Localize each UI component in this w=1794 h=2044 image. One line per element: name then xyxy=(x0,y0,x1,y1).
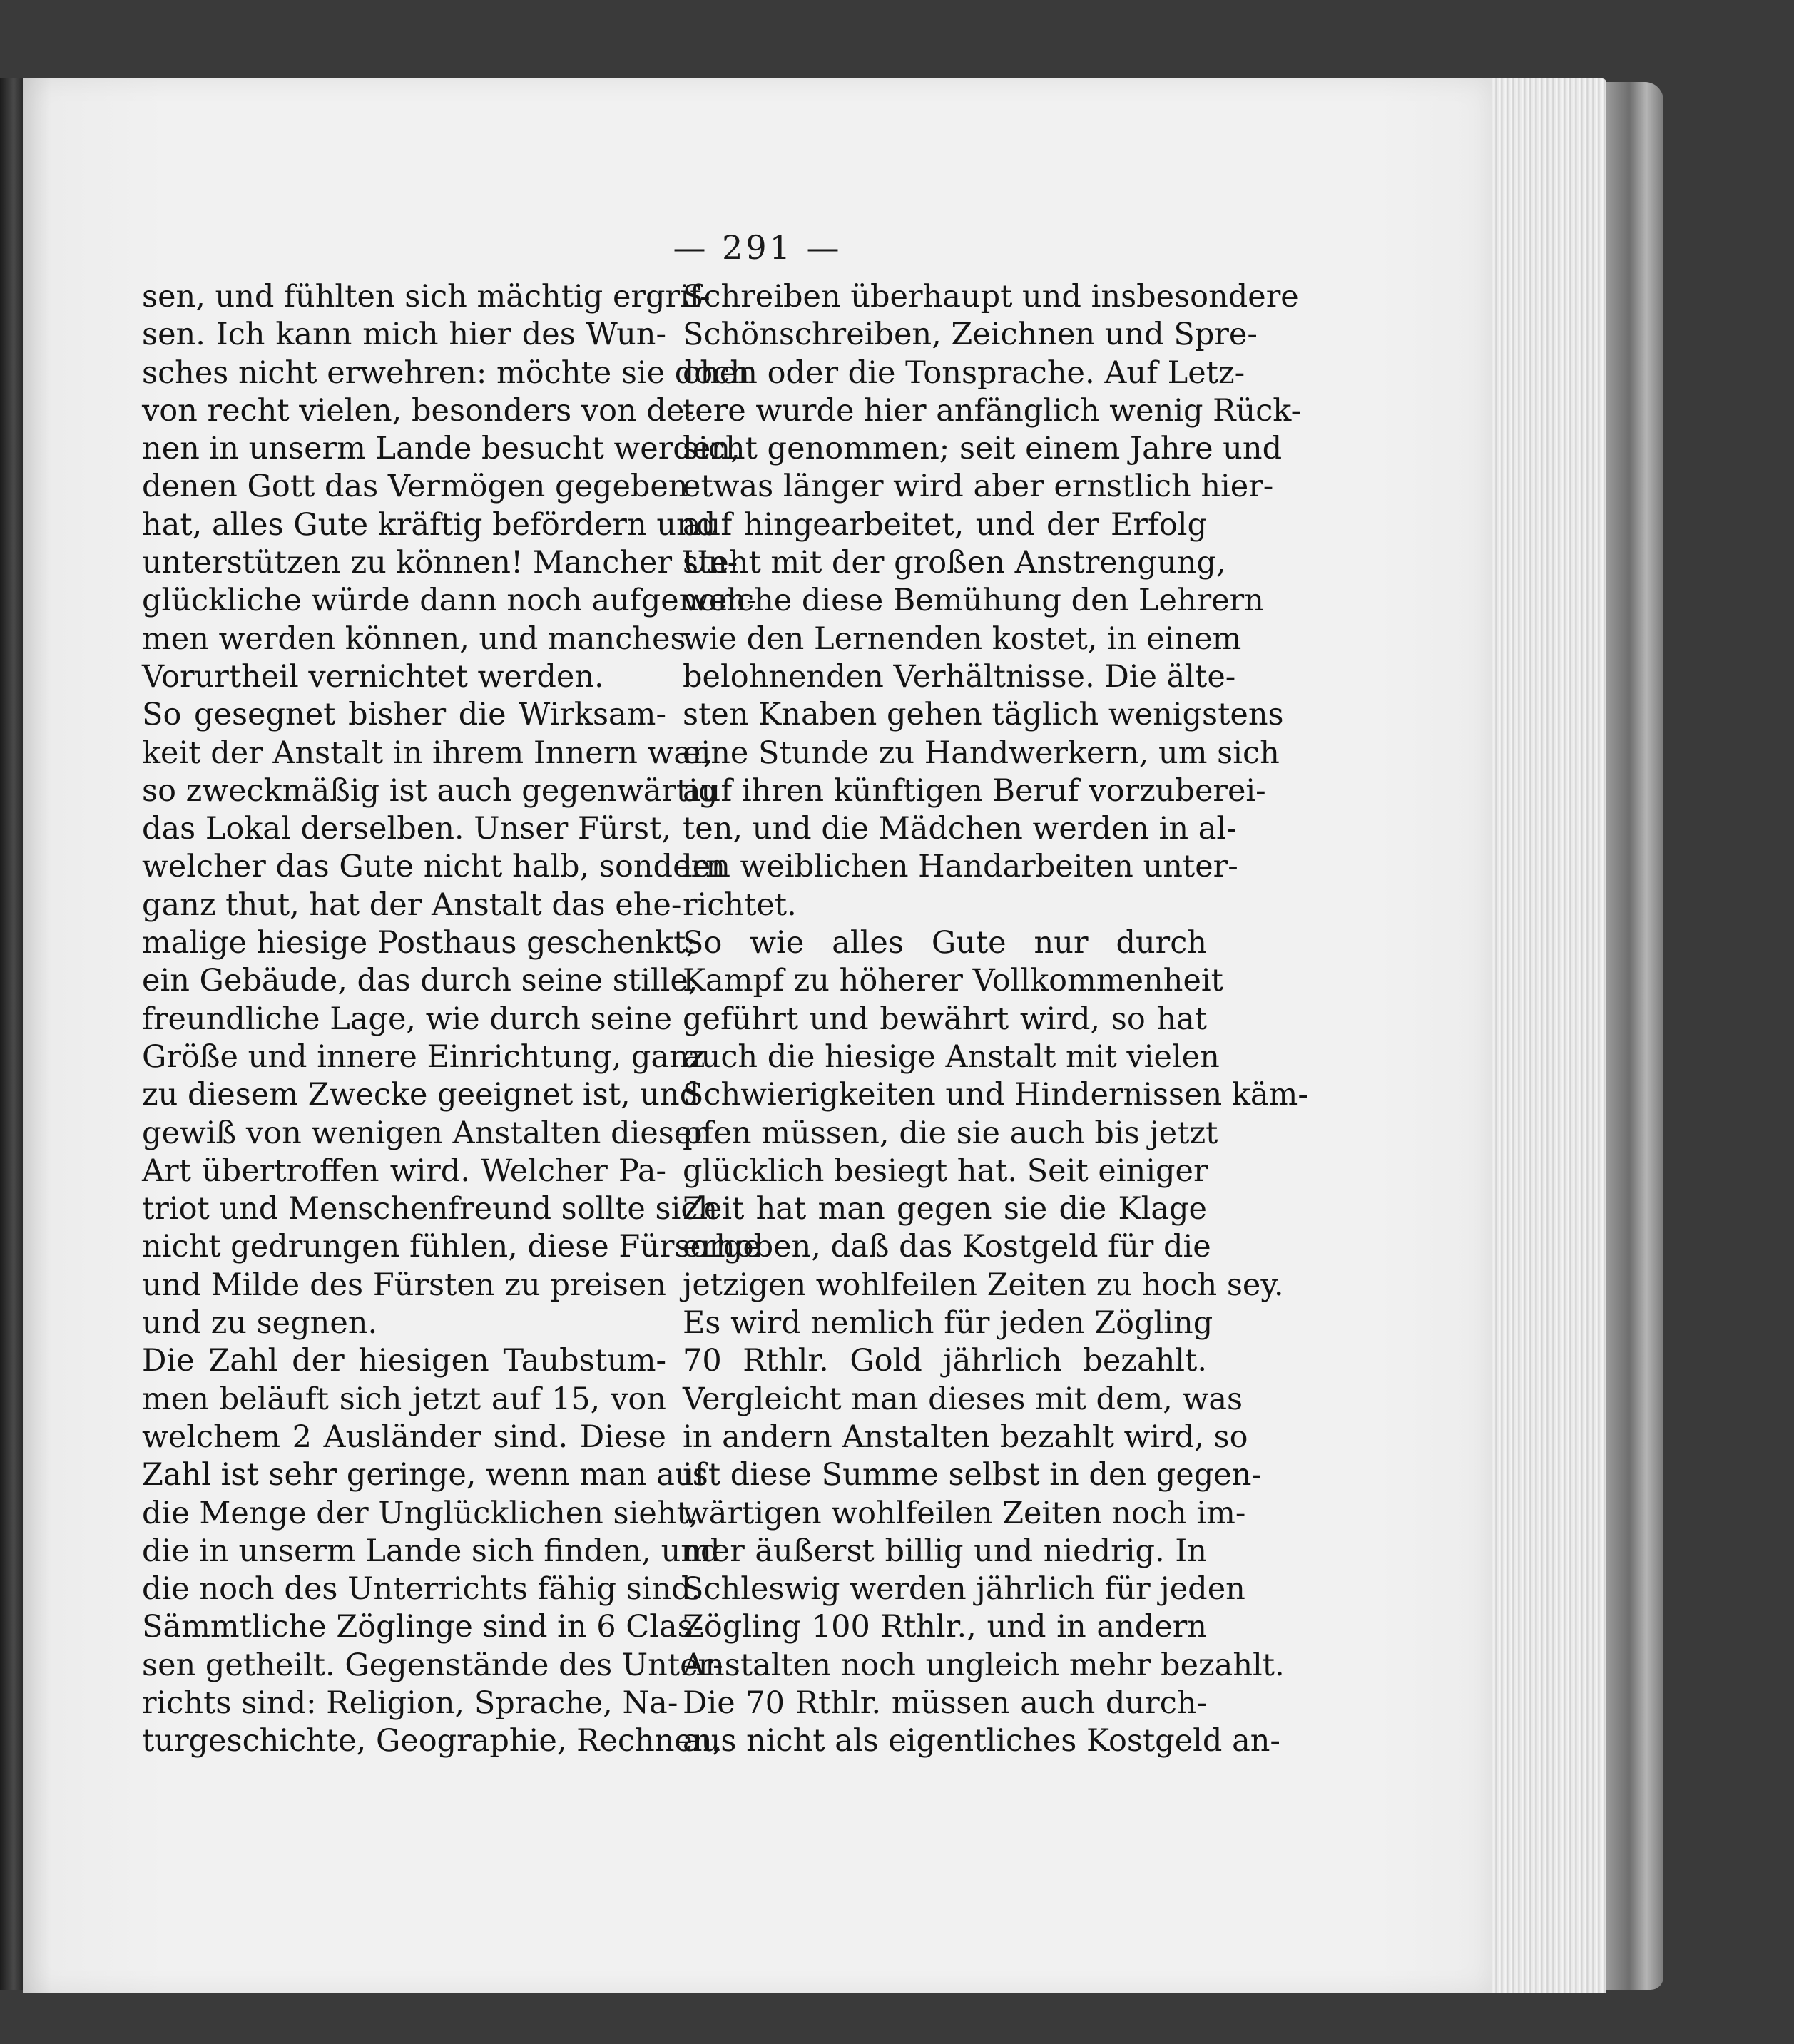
facing-page-edge xyxy=(0,78,23,1990)
text-line: malige hiesige Posthaus geschenkt; xyxy=(142,925,696,961)
text-line: welcher das Gute nicht halb, sondern xyxy=(142,849,725,885)
text-line: Sämmtliche Zöglinge sind in 6 Clas- xyxy=(142,1609,704,1645)
text-line: Die Zahl der hiesigen Taubstum- xyxy=(142,1343,666,1379)
text-line: welchem 2 Ausländer sind. Diese xyxy=(142,1419,666,1455)
text-line: glücklich besiegt hat. Seit einiger xyxy=(683,1153,1208,1189)
book-cover-edge xyxy=(1606,82,1663,1990)
text-line: 70 Rthlr. Gold jährlich bezahlt. xyxy=(683,1343,1207,1379)
text-line: steht mit der großen Anstrengung, xyxy=(683,545,1226,581)
text-line: turgeschichte, Geographie, Rechnen, xyxy=(142,1723,723,1759)
text-line: len weiblichen Handarbeiten unter- xyxy=(683,849,1238,885)
text-line: so zweckmäßig ist auch gegenwärtig xyxy=(142,772,718,809)
text-line: die Menge der Unglücklichen sieht, xyxy=(142,1495,699,1531)
text-line: chen oder die Tonsprache. Auf Letz- xyxy=(683,354,1245,391)
text-line: Größe und innere Einrichtung, ganz xyxy=(142,1038,705,1075)
text-line: auch die hiesige Anstalt mit vielen xyxy=(683,1038,1220,1075)
text-line: men beläuft sich jetzt auf 15, von xyxy=(142,1381,666,1417)
text-line: wie den Lernenden kostet, in einem xyxy=(683,620,1242,657)
text-line: freundliche Lage, wie durch seine xyxy=(142,1001,673,1037)
text-line: Kampf zu höherer Vollkommenheit xyxy=(683,963,1223,999)
text-line: und Milde des Fürsten zu preisen xyxy=(142,1267,666,1303)
text-line: wärtigen wohlfeilen Zeiten noch im- xyxy=(683,1495,1246,1531)
text-line: pfen müssen, die sie auch bis jetzt xyxy=(683,1115,1218,1151)
text-line: geführt und bewährt wird, so hat xyxy=(683,1001,1207,1037)
text-line: men werden können, und manches xyxy=(142,620,686,657)
text-line: Schönschreiben, Zeichnen und Spre- xyxy=(683,317,1258,353)
text-line: auf ihren künftigen Beruf vorzuberei- xyxy=(683,772,1266,809)
text-line: Die 70 Rthlr. müssen auch durch- xyxy=(683,1685,1207,1721)
text-line: keit der Anstalt in ihrem Innern war, xyxy=(142,735,713,771)
text-line: Anstalten noch ungleich mehr bezahlt. xyxy=(683,1647,1285,1683)
text-line: gewiß von wenigen Anstalten dieser xyxy=(142,1115,707,1151)
book-page xyxy=(23,78,1492,1993)
text-line: in andern Anstalten bezahlt wird, so xyxy=(683,1419,1248,1455)
right-text-column xyxy=(683,278,1308,1761)
text-line: jetzigen wohlfeilen Zeiten zu hoch sey. xyxy=(683,1267,1284,1303)
text-line: Zahl ist sehr geringe, wenn man auf xyxy=(142,1457,706,1493)
text-line: tere wurde hier anfänglich wenig Rück- xyxy=(683,392,1302,429)
text-line: welche diese Bemühung den Lehrern xyxy=(683,583,1264,619)
text-line: Es wird nemlich für jeden Zögling xyxy=(683,1305,1213,1342)
text-line: denen Gott das Vermögen gegeben xyxy=(142,469,688,505)
text-line: Schwierigkeiten und Hindernissen käm- xyxy=(683,1077,1308,1113)
text-line: etwas länger wird aber ernstlich hier- xyxy=(683,469,1274,505)
text-line: erhoben, daß das Kostgeld für die xyxy=(683,1229,1211,1265)
text-line: Zeit hat man gegen sie die Klage xyxy=(683,1191,1207,1227)
text-line: richtet. xyxy=(683,886,797,923)
text-line: nicht gedrungen fühlen, diese Fürsorge xyxy=(142,1229,761,1265)
text-line: die noch des Unterrichts fähig sind. xyxy=(142,1571,701,1608)
text-line: sen, und fühlten sich mächtig ergrif- xyxy=(142,279,710,315)
text-line: sches nicht erwehren: möchte sie doch xyxy=(142,354,750,391)
text-line: belohnenden Verhältnisse. Die älte- xyxy=(683,658,1236,695)
text-line: das Lokal derselben. Unser Fürst, xyxy=(142,811,672,847)
text-line: sen getheilt. Gegenstände des Unter- xyxy=(142,1647,723,1683)
page-edges xyxy=(1492,78,1606,1993)
text-line: aus nicht als eigentliches Kostgeld an- xyxy=(683,1723,1280,1759)
text-line: triot und Menschenfreund sollte sich xyxy=(142,1191,718,1227)
text-line: von recht vielen, besonders von de- xyxy=(142,392,695,429)
text-line: So gesegnet bisher die Wirksam- xyxy=(142,697,666,733)
text-line: ist diese Summe selbst in den gegen- xyxy=(683,1457,1262,1493)
text-line: ein Gebäude, das durch seine stille, xyxy=(142,963,698,999)
text-line: richts sind: Religion, Sprache, Na- xyxy=(142,1685,678,1721)
text-line: mer äußerst billig und niedrig. In xyxy=(683,1533,1207,1569)
text-line: Zögling 100 Rthlr., und in andern xyxy=(683,1609,1207,1645)
text-line: glückliche würde dann noch aufgenom- xyxy=(142,583,757,619)
text-line: Schreiben überhaupt und insbesondere xyxy=(683,279,1299,315)
text-line: ten, und die Mädchen werden in al- xyxy=(683,811,1237,847)
text-line: Schleswig werden jährlich für jeden xyxy=(683,1571,1245,1608)
book-spread xyxy=(23,78,1646,1993)
text-line: unterstützen zu können! Mancher Un- xyxy=(142,545,738,581)
text-line: sicht genommen; seit einem Jahre und xyxy=(683,431,1283,467)
text-line: Vorurtheil vernichtet werden. xyxy=(142,658,604,695)
text-line: sen. Ich kann mich hier des Wun- xyxy=(142,317,666,353)
text-line: und zu segnen. xyxy=(142,1305,378,1342)
text-line: So wie alles Gute nur durch xyxy=(683,925,1207,961)
text-line: zu diesem Zwecke geeignet ist, und xyxy=(142,1077,700,1113)
text-line: sten Knaben gehen täglich wenigstens xyxy=(683,697,1284,733)
text-line: Art übertroffen wird. Welcher Pa- xyxy=(142,1153,666,1189)
text-line: ganz thut, hat der Anstalt das ehe- xyxy=(142,886,682,923)
text-line: eine Stunde zu Handwerkern, um sich xyxy=(683,735,1280,771)
text-line: auf hingearbeitet, und der Erfolg xyxy=(683,506,1207,543)
text-line: hat, alles Gute kräftig befördern und xyxy=(142,506,716,543)
text-line: die in unserm Lande sich finden, und xyxy=(142,1533,720,1569)
text-line: nen in unserm Lande besucht werden, xyxy=(142,431,740,467)
page-number-header: — 291 — xyxy=(673,228,842,267)
text-line: Vergleicht man dieses mit dem, was xyxy=(683,1381,1243,1417)
